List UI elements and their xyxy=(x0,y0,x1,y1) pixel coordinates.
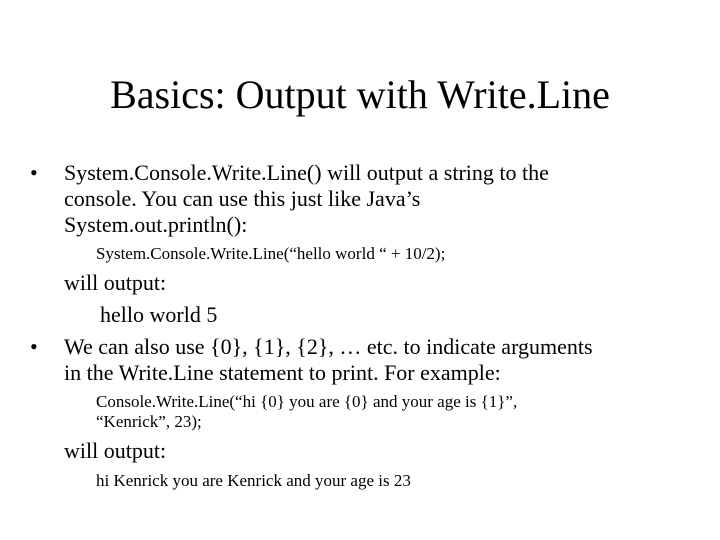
output-value-1: hello world 5 xyxy=(100,302,218,327)
bullet-1-line-2: console. You can use this just like Java’s xyxy=(64,186,421,211)
output-value-2: hi Kenrick you are Kenrick and your age is 23 xyxy=(96,471,411,490)
output-label-1: will output: xyxy=(64,270,167,295)
slide-title: Basics: Output with Write.Line xyxy=(110,72,610,117)
bullet-1-line-1: System.Console.Write.Line() will output a string to the xyxy=(64,160,549,185)
bullet-2-line-1: We can also use {0}, {1}, {2}, … etc. to indicate arguments xyxy=(64,334,593,359)
code-example-2-line-2: “Kenrick”, 23); xyxy=(96,412,202,431)
bullet-1-line-3: System.out.println(): xyxy=(64,212,248,237)
bullet-marker: • xyxy=(30,160,38,185)
code-example-2-line-1: Console.Write.Line(“hi {0} you are {0} and your age is {1}”, xyxy=(96,392,518,411)
output-label-2: will output: xyxy=(64,438,167,463)
code-example-1: System.Console.Write.Line(“hello world “ + 10/2); xyxy=(96,244,446,263)
bullet-2-line-2: in the Write.Line statement to print. For example: xyxy=(64,360,501,385)
bullet-marker: • xyxy=(30,334,38,359)
